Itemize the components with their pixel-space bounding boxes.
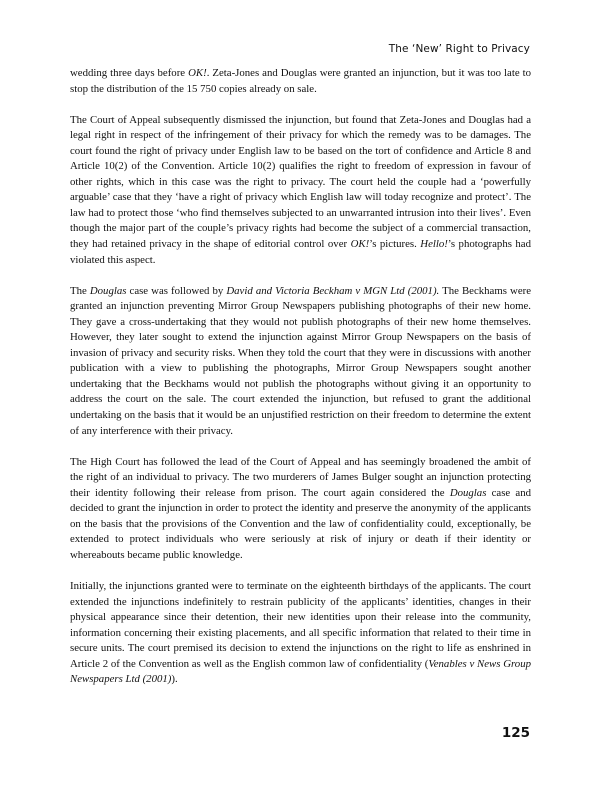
text-run: The Beckhams were granted an injunction preventing Mirror Group Newspapers publishing photographs of their new home. They gave a cross-undertaking that they would not publish photographs of their new home themselves. However, they later sought to extend the injunction against Mirror Group Newspapers on the basis of invasion of privacy and security risks. When they told the court that they were in discussions with another publication with a view to publishing the photographs, Mirror Group Newspapers sought another undertaking that the Beckhams would not publish the photographs without giving it an opportunity to address the court on the sale. The court extended the injunction, but refused to grant the additional undertaking on the basis that it would be an unjustified restriction on their freedom to determine the extent of any interference with their privacy. xyxy=(70,284,532,437)
text-run: wedding three days before xyxy=(70,67,189,79)
text-run: Initially, the injunctions granted were to terminate on the eighteenth birthdays of the applicants. The court extended the injunctions indefinitely to restrain publicity of the applicants’ identities, changes in their physical appearance since their detention, their new identities upon their release into the community, information concerning their existing placements, and all specific information that related to their time in secure units. The court premised its decision to extend the injunctions on the right to life as enshrined in Article 2 of the Convention as well as the English common law of confidentiality ( xyxy=(70,580,531,670)
text-run: . Zeta-Jones and Douglas were granted an injunction, but it was too late to stop the distribution of the 15 750 copies already on sale. xyxy=(70,67,532,95)
text-run: The xyxy=(70,284,90,297)
italic-run: OK! xyxy=(350,238,370,251)
paragraph-4 xyxy=(70,455,531,564)
text-run: ’s pictures. xyxy=(369,238,421,251)
paragraph-1 xyxy=(70,66,531,97)
text-run: ). xyxy=(171,673,178,686)
case-citation: David and Victoria Beckham v MGN Ltd (2001). xyxy=(226,284,440,297)
italic-run: Hello! xyxy=(420,238,448,251)
case-citation: Venables v News Group Newspapers Ltd (2001) xyxy=(70,657,531,686)
italic-run: Douglas xyxy=(449,486,487,499)
text-run: case was followed by xyxy=(126,284,227,297)
paragraph-3 xyxy=(70,284,531,439)
italic-run: Douglas xyxy=(89,284,127,297)
text-run: ’s photographs had violated this aspect. xyxy=(70,238,532,266)
paragraph-2 xyxy=(70,113,531,268)
text-run: case and decided to grant the injunction in order to protect the identity and preserve the anonymity of the applicants on the basis that the provisions of the Convention and the law of confidentiality could, exceptionally, be extended to protect individuals who were seriously at risk of injury or death if their identity or whereabouts became public knowledge. xyxy=(70,486,531,561)
italic-run: OK! xyxy=(188,67,207,79)
text-run: The Court of Appeal subsequently dismissed the injunction, but found that Zeta-Jones and Douglas had a legal right in respect of the infringement of their privacy for which the remedy was to be damages. The court found the right of privacy under English law to be based on the tort of confidence and Article 8 and Article 10(2) of the Convention. Article 10(2) qualifies the right to freedom of expression in favour of other rights, which in this case was the right to privacy. The court held the couple had a ‘powerfully arguable’ case that they ‘have a right of privacy which English law will today recognize and protect’. The law had to protect those ‘who find themselves subjected to an unwarranted intrusion into their lives’. Even though the major part of the couple’s privacy rights had become the subject of a commercial transaction, they had retained privacy in the shape of editorial control over xyxy=(70,113,531,251)
paragraph-5 xyxy=(70,579,531,688)
running-header: The ‘New’ Right to Privacy xyxy=(388,43,530,55)
body-text xyxy=(70,66,531,688)
text-run: The High Court has followed the lead of the Court of Appeal and has seemingly broadened the ambit of the right of an individual to privacy. The two murderers of James Bulger sought an injunction protecting their identity following their release from prison. The court again considered the xyxy=(70,455,531,499)
page-number: 125 xyxy=(501,725,530,741)
